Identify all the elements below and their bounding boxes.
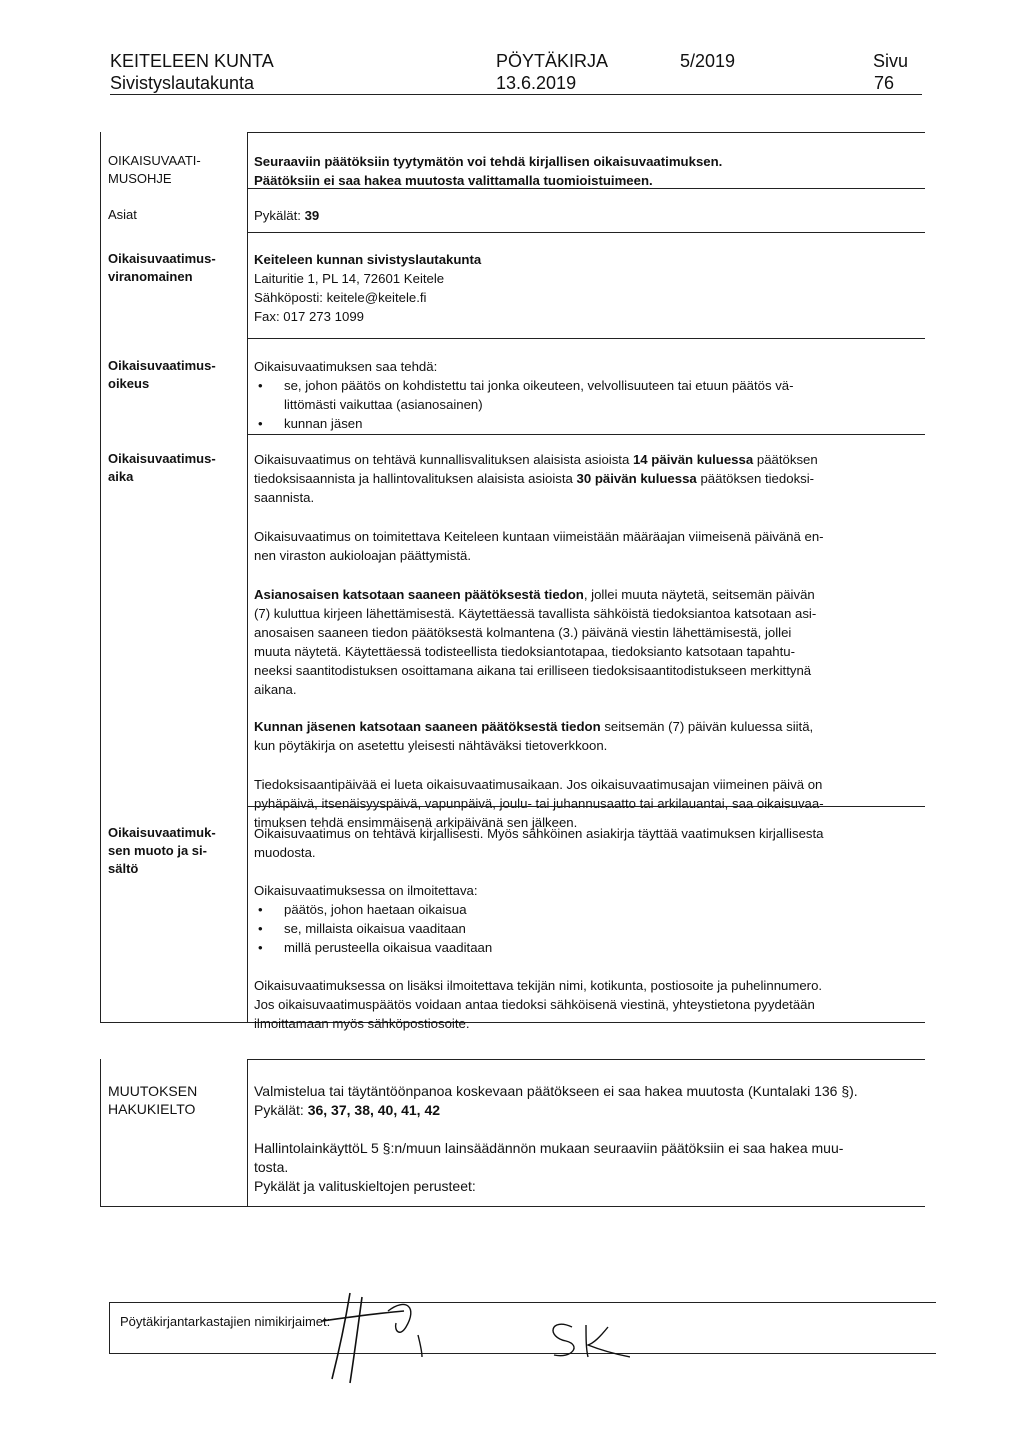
oikeus-bullet-1 bbox=[254, 376, 926, 414]
hakukielto-line-4: tosta. bbox=[254, 1159, 289, 1175]
aika-p1-l1-a: Oikaisuvaatimus on tehtävä kunnallisvalituksen alaisista asioista bbox=[254, 452, 633, 467]
frame-column-divider bbox=[247, 132, 248, 1022]
hakukielto-line-2-value: 36, 37, 38, 40, 41, 42 bbox=[307, 1102, 441, 1118]
muoto-p3-l3: ilmoittamaan myös sähköpostiosoite. bbox=[254, 1016, 470, 1031]
muoto-bullet-3: • millä perusteella oikaisua vaaditaan bbox=[254, 938, 926, 957]
page-number: 76 bbox=[874, 73, 895, 93]
asiat-pykalat-value: 39 bbox=[304, 208, 320, 223]
ohje-text bbox=[254, 152, 926, 190]
doc-type: PÖYTÄKIRJA bbox=[496, 51, 609, 71]
hakukielto-label-line-1: MUUTOKSEN bbox=[108, 1083, 198, 1099]
org-name: KEITELEEN KUNTA bbox=[110, 51, 274, 71]
viranomainen-name: Keiteleen kunnan sivistyslautakunta bbox=[254, 252, 482, 267]
aika-p3-l6: aikana. bbox=[254, 682, 297, 697]
muoto-text bbox=[254, 824, 926, 1033]
hakukielto-top-rule bbox=[247, 1059, 925, 1060]
aika-label bbox=[108, 450, 238, 486]
asiat-rule bbox=[247, 232, 925, 233]
oikeus-label-line-1: Oikaisuvaatimus- bbox=[108, 358, 216, 373]
aika-p4-l1-c: seitsemän (7) päivän kuluessa siitä, bbox=[600, 719, 814, 734]
aika-p1-l1-b: 14 päivän kuluessa bbox=[632, 452, 754, 467]
aika-paragraph-2 bbox=[254, 527, 926, 565]
viranomainen-label bbox=[108, 250, 238, 286]
aika-p2-l1: Oikaisuvaatimus on toimitettava Keiteleen kuntaan viimeistään määräajan viimeisenä päivänä en- bbox=[254, 529, 824, 544]
hakukielto-line-5: Pykälät ja valituskieltojen perusteet: bbox=[254, 1178, 476, 1194]
viranomainen-label-line-1: Oikaisuvaatimus- bbox=[108, 251, 216, 266]
aika-label-line-2: aika bbox=[108, 469, 134, 484]
viranomainen-fax: Fax: 017 273 1099 bbox=[254, 309, 364, 324]
asiat-label: Asiat bbox=[108, 207, 137, 222]
hakukielto-line-1: Valmistelua tai täytäntöönpanoa koskevaan päätökseen ei saa hakea muutosta (Kuntalaki 136 §). bbox=[254, 1083, 858, 1099]
muoto-p1-l1: Oikaisuvaatimus on tehtävä kirjallisesti. Myös sähköinen asiakirja täyttää vaatimuksen kirjallisesta bbox=[254, 826, 824, 841]
page-label: Sivu bbox=[873, 51, 909, 71]
muoto-label bbox=[108, 824, 238, 878]
muoto-label-line-1: Oikaisuvaatimuk- bbox=[108, 825, 216, 840]
aika-p3-l1-b: Asianosaisen katsotaan saaneen päätöksestä tiedon bbox=[254, 587, 584, 602]
hakukielto-line-3: HallintolainkäyttöL 5 §:n/muun lainsäädännön mukaan seuraaviin päätöksiin ei saa hakea muu- bbox=[254, 1140, 844, 1156]
aika-rule bbox=[247, 806, 925, 807]
muoto-bullet-2: • se, millaista oikaisua vaaditaan bbox=[254, 919, 926, 938]
muoto-p1-l2: muodosta. bbox=[254, 845, 316, 860]
hakukielto-label-line-2: HAKUKIELTO bbox=[108, 1101, 196, 1117]
muoto-label-line-2: sen muoto ja si- bbox=[108, 843, 207, 858]
frame-left-border bbox=[100, 132, 101, 522]
doc-number: 5/2019 bbox=[680, 51, 736, 71]
signature-box bbox=[109, 1302, 936, 1354]
aika-p1-l2-b: 30 päivän kuluessa bbox=[576, 471, 697, 486]
muoto-p3-l2: Jos oikaisuvaatimuspäätös voidaan antaa tiedoksi sähköisenä viestinä, yhteystietona pyydetään bbox=[254, 997, 815, 1012]
aika-p2-l2: nen viraston aukioloajan päättymistä. bbox=[254, 548, 471, 563]
committee-name: Sivistyslautakunta bbox=[110, 73, 255, 93]
aika-p3-l3: anosaisen saaneen tiedon päätöksestä kolmantena (3.) päivänä viestin lähettämisestä, jollei bbox=[254, 625, 792, 640]
hakukielto-line-2 bbox=[254, 1101, 926, 1120]
oikeus-rule bbox=[247, 434, 925, 435]
muoto-paragraph-2: Oikaisuvaatimuksessa on ilmoitettava: bbox=[254, 883, 478, 898]
oikeus-intro: Oikaisuvaatimuksen saa tehdä: bbox=[254, 359, 438, 374]
aika-p3-l2: (7) kuluttua kirjeen lähettämisestä. Käytettäessä tavallista sähköistä tiedoksiantoa katsotaan asi- bbox=[254, 606, 817, 621]
aika-p1-l3: saannista. bbox=[254, 490, 315, 505]
oikeus-label bbox=[108, 357, 238, 393]
ohje-text-line-2: Päätöksiin ei saa hakea muutosta valittamalla tuomioistuimeen. bbox=[254, 173, 653, 188]
muoto-bullet-1: • päätös, johon haetaan oikaisua bbox=[254, 900, 926, 919]
hakukielto-left-border bbox=[100, 1059, 101, 1206]
hakukielto-column-divider bbox=[247, 1059, 248, 1206]
ohje-label-line-1: OIKAISUVAATI- bbox=[108, 153, 201, 168]
aika-paragraph-4 bbox=[254, 717, 926, 755]
frame-left-border-2 bbox=[100, 522, 101, 1022]
viranomainen-email: Sähköposti: keitele@keitele.fi bbox=[254, 290, 427, 305]
ohje-text-line-1: Seuraaviin päätöksiin tyytymätön voi tehdä kirjallisen oikaisuvaatimuksen. bbox=[254, 154, 723, 169]
handwritten-initials bbox=[310, 1287, 630, 1387]
oikeus-bullet-1-line-1: • se, johon päätös on kohdistettu tai jonka oikeuteen, velvollisuuteen tai etuun päätös vä- bbox=[284, 378, 794, 393]
ohje-rule bbox=[247, 188, 925, 189]
oikeus-list bbox=[254, 376, 926, 433]
aika-p1-l2-a: tiedoksisaannista ja hallintovalituksen alaisista asioista bbox=[254, 471, 577, 486]
aika-p3-l5: neeksi saantitodistuksen osoittamana aikana tai erilliseen tiedoksisaantitodistukseen merkittynä bbox=[254, 663, 812, 678]
aika-text bbox=[254, 450, 926, 832]
muoto-paragraph-3 bbox=[254, 976, 926, 1033]
muoto-label-line-3: sältö bbox=[108, 861, 139, 876]
aika-p4-l1-b: Kunnan jäsenen katsotaan saaneen päätöksestä tiedon bbox=[254, 719, 601, 734]
aika-p1-l2-c: päätöksen tiedoksi- bbox=[696, 471, 815, 486]
muoto-p3-l1: Oikaisuvaatimuksessa on lisäksi ilmoitettava tekijän nimi, kotikunta, postiosoite ja puhelinnumero. bbox=[254, 978, 823, 993]
ohje-label-line-2: MUSOHJE bbox=[108, 171, 172, 186]
aika-p3-l4: muuta näytetä. Käytettäessä todisteellista tiedoksiantotapaa, tiedoksianto katsotaan tapahtu- bbox=[254, 644, 796, 659]
aika-paragraph-1 bbox=[254, 450, 926, 507]
aika-paragraph-3 bbox=[254, 585, 926, 699]
frame-top-rule bbox=[247, 132, 925, 133]
oikeus-bullet-2: • kunnan jäsen bbox=[254, 414, 926, 433]
ohje-label bbox=[108, 152, 238, 188]
viranomainen-text bbox=[254, 250, 926, 326]
hakukielto-bottom-rule bbox=[100, 1206, 925, 1207]
aika-p5-l1: Tiedoksisaantipäivää ei lueta oikaisuvaatimusaikaan. Jos oikaisuvaatimusajan viimeinen päivä on bbox=[254, 777, 823, 792]
oikeus-text bbox=[254, 357, 926, 433]
hakukielto-text bbox=[254, 1082, 926, 1196]
aika-p5-l3: timuksen tehdä ensimmäisenä arkipäivänä sen jälkeen. bbox=[254, 815, 578, 830]
viranomainen-rule bbox=[247, 338, 925, 339]
header-rule bbox=[110, 94, 922, 95]
signature-label: Pöytäkirjantarkastajien nimikirjaimet: bbox=[120, 1314, 331, 1329]
asiat-pykalat bbox=[254, 206, 926, 225]
aika-p3-l1-c: , jollei muuta näytetä, seitsemän päivän bbox=[583, 587, 815, 602]
aika-p4-l2: kun pöytäkirja on asetettu yleisesti nähtäväksi tietoverkkoon. bbox=[254, 738, 608, 753]
aika-label-line-1: Oikaisuvaatimus- bbox=[108, 451, 216, 466]
muoto-paragraph-1 bbox=[254, 824, 926, 862]
oikeus-label-line-2: oikeus bbox=[108, 376, 150, 391]
aika-p5-l2: pyhäpäivä, itsenäisyyspäivä, vapunpäivä, joulu- tai juhannusaatto tai arkilauantai, saa oikaisuvaa- bbox=[254, 796, 824, 811]
oikeus-bullet-1-line-2: littömästi vaikuttaa (asianosainen) bbox=[284, 397, 483, 412]
asiat-pykalat-label: Pykälät: bbox=[254, 208, 301, 223]
aika-p1-l1-c: päätöksen bbox=[753, 452, 818, 467]
viranomainen-address: Laituritie 1, PL 14, 72601 Keitele bbox=[254, 271, 445, 286]
hakukielto-label bbox=[108, 1082, 238, 1118]
muoto-list bbox=[254, 900, 926, 957]
hakukielto-line-2-label: Pykälät: bbox=[254, 1102, 308, 1118]
meeting-date: 13.6.2019 bbox=[496, 73, 577, 93]
viranomainen-label-line-2: viranomainen bbox=[108, 269, 193, 284]
